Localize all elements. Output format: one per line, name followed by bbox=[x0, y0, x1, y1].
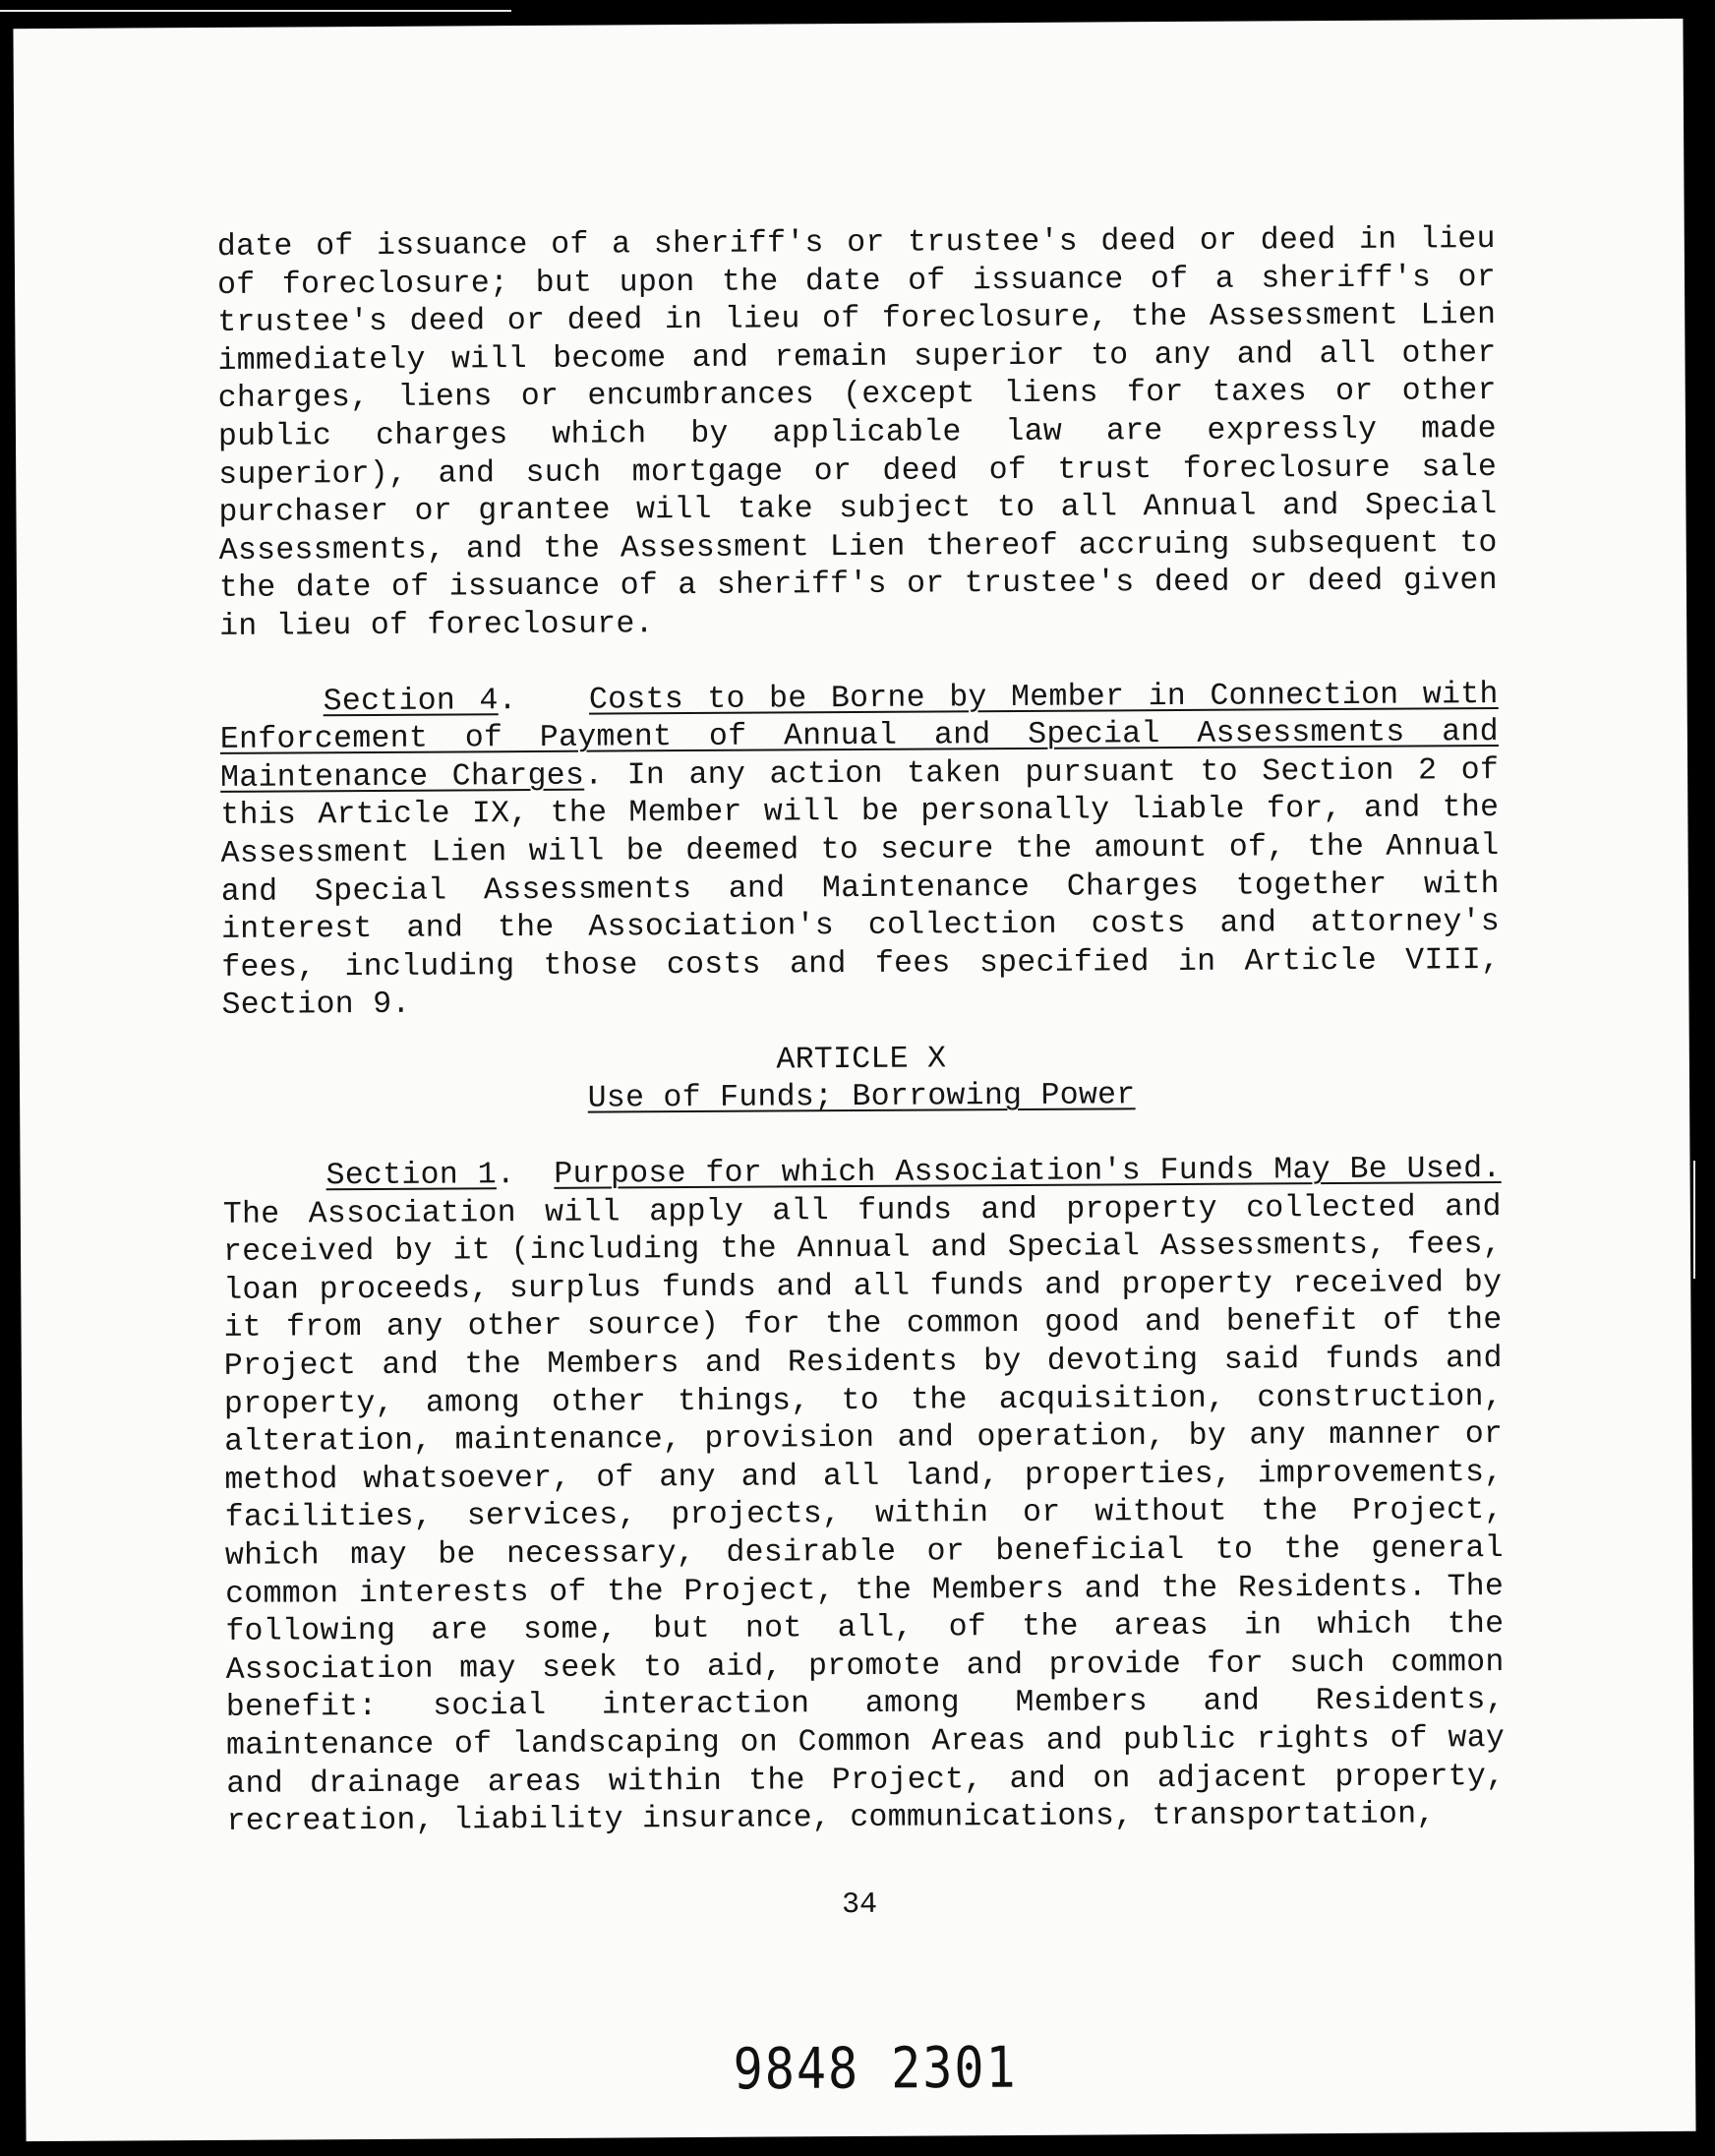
article-heading bbox=[222, 1038, 1501, 1121]
section-4-paragraph bbox=[220, 677, 1501, 1026]
paragraph-indent bbox=[220, 709, 324, 710]
section-4-body: . In any action taken pursuant to Section 2 of this Article IX, the Member will be personally liable for, and the Assessment Lien will be deemed to secure the amount of, the Annual and Special Assessments and Maintenance Charges together with interest and the Association's collection costs and attorney's fees, including those costs and fees specified in Article VIII, Section 9. bbox=[220, 752, 1501, 1024]
scan-edge-line bbox=[0, 10, 511, 12]
section-1-heading: Purpose for which Association's Funds May Be Used. bbox=[554, 1152, 1502, 1192]
foreclosure-paragraph: date of issuance of a sheriff's or trustee's deed or deed in lieu of foreclosure; but upon the date of issuance of a sheriff's or trustee's deed or deed in lieu of foreclosure, the Assessment Lien immediately will become and remain superior to any and all other charges, liens or encumbrances (except liens for taxes or other public charges which by applicable law are expressly made superior), and such mortgage or deed of trust foreclosure sale purchaser or grantee will take subject to all Annual and Special Assessments, and the Assessment Lien thereof accruing subsequent to the date of issuance of a sheriff's or trustee's deed or deed given in lieu of foreclosure. bbox=[216, 222, 1499, 644]
section-4-label: Section 4 bbox=[323, 683, 499, 719]
page-number: 34 bbox=[842, 1887, 878, 1923]
section-1-label: Section 1 bbox=[325, 1158, 497, 1194]
paragraph-indent bbox=[223, 1183, 326, 1184]
document-body bbox=[217, 221, 1506, 1842]
document-stamp-number: 9848 2301 bbox=[733, 2034, 1018, 2103]
section-4-separator: . bbox=[498, 683, 517, 718]
section-4-heading: Costs to be Borne by Member in Connection with Enforcement of Payment of Annual and Special Assessments and Maintenance Charges bbox=[219, 677, 1499, 796]
article-title: ARTICLE X bbox=[776, 1042, 947, 1078]
section-1-separator: . bbox=[496, 1158, 516, 1193]
article-subtitle: Use of Funds; Borrowing Power bbox=[587, 1078, 1136, 1117]
scan-edge-line bbox=[1693, 1161, 1695, 1279]
document-page bbox=[13, 19, 1695, 2141]
section-1-body: The Association will apply all funds and property collected and received by it (including the Annual and Special Assessments, fees, loan proceeds, surplus funds and all funds and property received by it from any other source) for the common good and benefit of the Project and the Members and Residents by devoting said funds and property, among other things, to the acquisition, construction, alteration, maintenance, provision and operation, by any manner or method whatsoever, of any and all land, properties, improvements, facilities, services, projects, within or without the Project, which may be necessary, desirable or beneficial to the general common interests of the Project, the Members and the Residents. The following are some, but not all, of the areas in which the Association may seek to aid, promote and provide for such common benefit: social interaction among Members and Residents, maintenance of landscaping on Common Areas and public rights of way and drainage areas within the Project, and on adjacent property, recreation, liability insurance, communications, transportation, bbox=[222, 1189, 1506, 1840]
section-1-paragraph bbox=[222, 1151, 1505, 1842]
